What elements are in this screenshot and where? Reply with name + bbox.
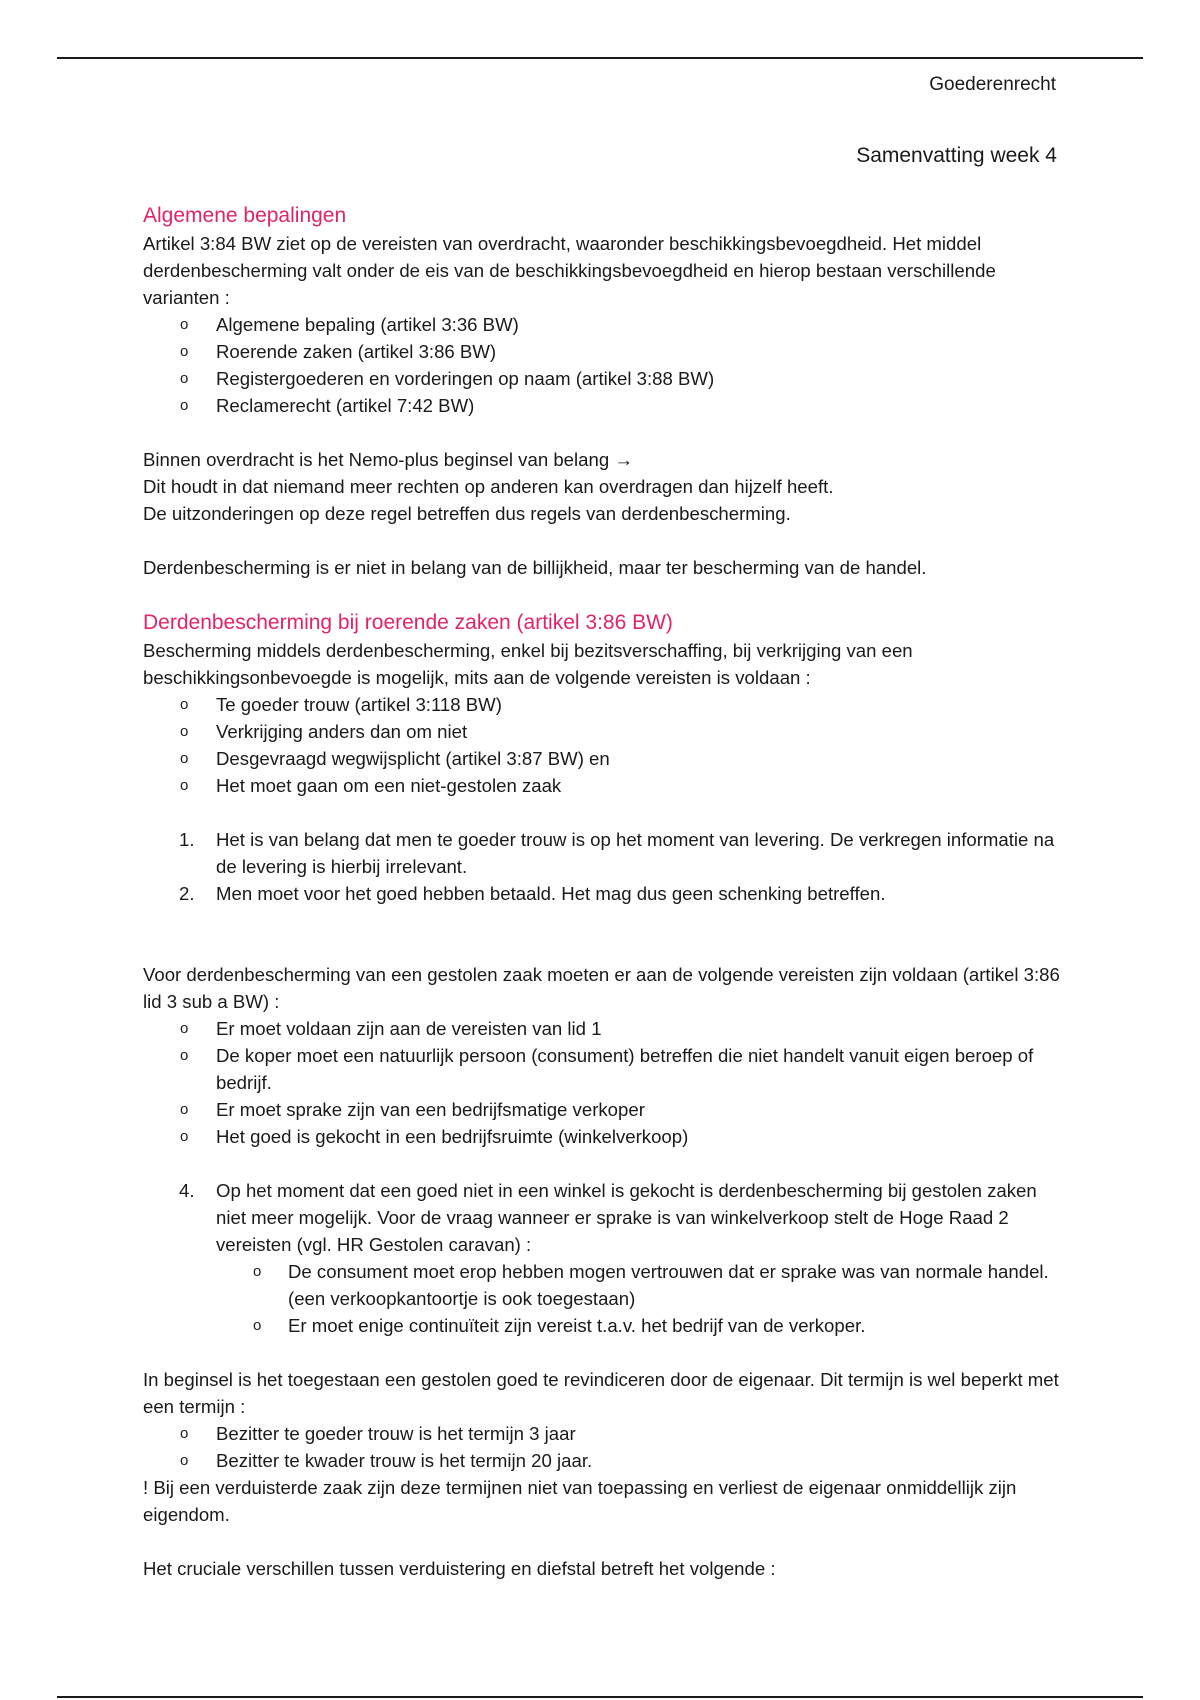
numbered-item — [143, 880, 1068, 907]
list-item: o Er moet enige continuïteit zijn vereist t.a.v. het bedrijf van de verkoper. — [143, 1312, 1068, 1339]
list-item: o Te goeder trouw (artikel 3:118 BW) — [143, 691, 1068, 718]
paragraph: Derdenbescherming is er niet in belang van de billijkheid, maar ter bescherming van de handel. — [143, 557, 927, 578]
section-heading-movable-goods: Derdenbescherming bij roerende zaken (artikel 3:86 BW) — [143, 611, 673, 634]
document-body — [143, 202, 1068, 1582]
paragraph: De uitzonderingen op deze regel betreffen dus regels van derdenbescherming. — [143, 503, 791, 524]
paragraph: In beginsel is het toegestaan een gestolen goed te revindiceren door de eigenaar. Dit termijn is wel beperkt met een termijn : — [143, 1369, 1059, 1417]
bullet-list — [143, 691, 1068, 799]
paragraph: Bescherming middels derdenbescherming, enkel bij bezitsverschaffing, bij verkrijging van een beschikkingsonbevoegde is mogelijk, mits aan de volgende vereisten is voldaan : — [143, 640, 913, 688]
section-heading-general: Algemene bepalingen — [143, 204, 347, 227]
document-title: Samenvatting week 4 — [856, 144, 1057, 167]
list-item: o Desgevraagd wegwijsplicht (artikel 3:87 BW) en — [143, 745, 1068, 772]
list-item: o Algemene bepaling (artikel 3:36 BW) — [143, 311, 1068, 338]
list-item: o Er moet voldaan zijn aan de vereisten van lid 1 — [143, 1015, 1068, 1042]
course-name: Goederenrecht — [929, 74, 1056, 95]
item-number: 1. — [179, 829, 195, 850]
footer-rule — [57, 1696, 1143, 1698]
list-item: o Bezitter te kwader trouw is het termijn 20 jaar. — [143, 1447, 1068, 1474]
bullet-list — [143, 1015, 1068, 1150]
list-item: o Het goed is gekocht in een bedrijfsruimte (winkelverkoop) — [143, 1123, 1068, 1150]
item-number: 2. — [179, 883, 195, 904]
list-item: o Bezitter te goeder trouw is het termijn 3 jaar — [143, 1420, 1068, 1447]
numbered-item — [143, 1177, 1068, 1258]
item-text: Het is van belang dat men te goeder trouw is op het moment van levering. De verkregen informatie na de levering is hierbij irrelevant. — [216, 829, 1055, 877]
item-text: Men moet voor het goed hebben betaald. Het mag dus geen schenking betreffen. — [216, 883, 886, 904]
item-text: Op het moment dat een goed niet in een winkel is gekocht is derdenbescherming bij gestolen zaken niet meer mogelijk. Voor de vraag wanneer er sprake is van winkelverkoop stelt de Hoge Raad 2 vereisten (vgl. HR Gestolen caravan) : — [216, 1180, 1037, 1255]
list-item: o Roerende zaken (artikel 3:86 BW) — [143, 338, 1068, 365]
numbered-list — [143, 826, 1068, 907]
list-item: o De consument moet erop hebben mogen vertrouwen dat er sprake was van normale handel. (een verkoopkantoortje is ook toegestaan) — [143, 1258, 1068, 1312]
list-item: o Het moet gaan om een niet-gestolen zaak — [143, 772, 1068, 799]
header-rule — [57, 57, 1143, 59]
list-item: o Er moet sprake zijn van een bedrijfsmatige verkoper — [143, 1096, 1068, 1123]
paragraph: Artikel 3:84 BW ziet op de vereisten van overdracht, waaronder beschikkingsbevoegdheid. Het middel derdenbescherming valt onder de eis van de beschikkingsbevoegdheid en hierop bestaan verschillende varianten : — [143, 233, 996, 308]
bullet-list — [143, 311, 1068, 419]
list-item: o Registergoederen en vorderingen op naam (artikel 3:88 BW) — [143, 365, 1068, 392]
list-item: o De koper moet een natuurlijk persoon (consument) betreffen die niet handelt vanuit eigen beroep of bedrijf. — [143, 1042, 1068, 1096]
item-number: 4. — [179, 1180, 195, 1201]
paragraph: Voor derdenbescherming van een gestolen zaak moeten er aan de volgende vereisten zijn voldaan (artikel 3:86 lid 3 sub a BW) : — [143, 964, 1060, 1012]
sub-bullet-list — [143, 1258, 1068, 1339]
list-item: o Verkrijging anders dan om niet — [143, 718, 1068, 745]
bullet-list — [143, 1420, 1068, 1474]
paragraph: Dit houdt in dat niemand meer rechten op anderen kan overdragen dan hijzelf heeft. — [143, 476, 834, 497]
numbered-list — [143, 1177, 1068, 1258]
list-item: o Reclamerecht (artikel 7:42 BW) — [143, 392, 1068, 419]
paragraph: Binnen overdracht is het Nemo-plus beginsel van belang → — [143, 449, 633, 470]
numbered-item — [143, 826, 1068, 880]
note-paragraph: ! Bij een verduisterde zaak zijn deze termijnen niet van toepassing en verliest de eigenaar onmiddellijk zijn eigendom. — [143, 1477, 1017, 1525]
paragraph: Het cruciale verschillen tussen verduistering en diefstal betreft het volgende : — [143, 1558, 776, 1579]
